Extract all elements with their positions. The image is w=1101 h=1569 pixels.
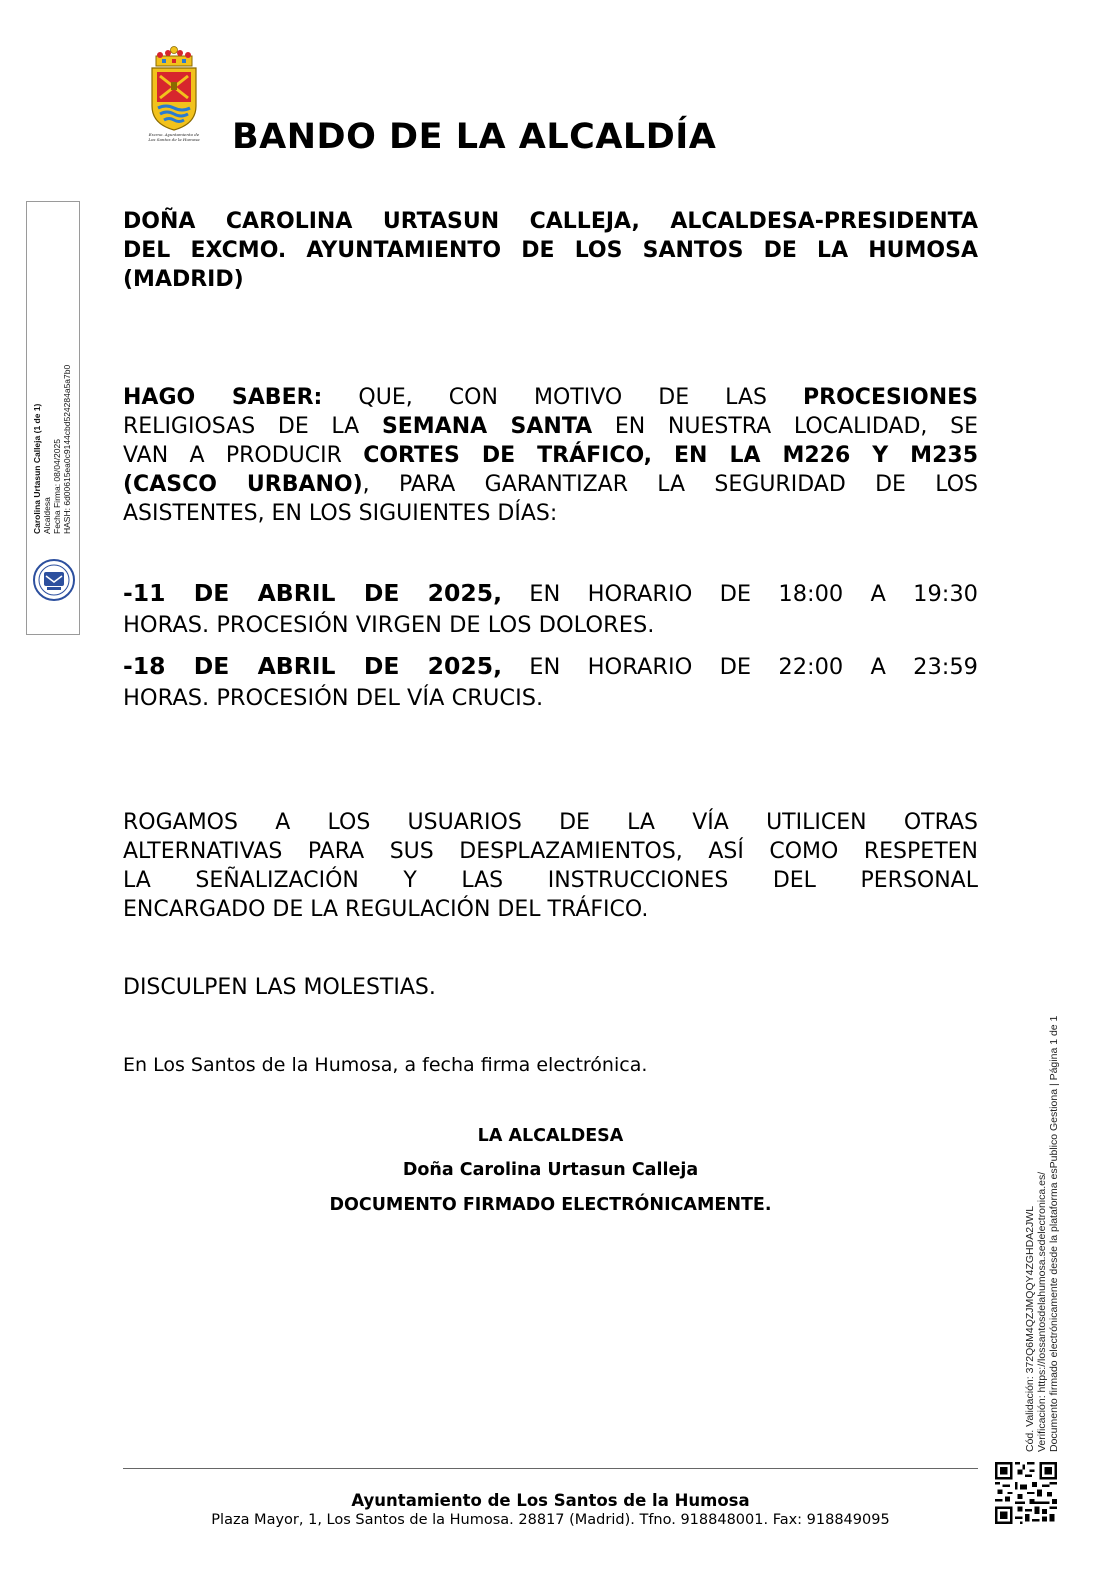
heading-line: DEL EXCMO. AYUNTAMIENTO DE LOS SANTOS DE LA HUMOSA [123, 238, 978, 263]
signature-note: DOCUMENTO FIRMADO ELECTRÓNICAMENTE. [329, 1195, 772, 1215]
date-line [123, 651, 978, 683]
date-label: -11 DE ABRIL DE 2025, [123, 579, 503, 607]
stamp-signer: Carolina Urtasun Calleja (1 de 1) [32, 403, 42, 534]
announcement-line: ASISTENTES, EN LOS SIGUIENTES DÍAS: [123, 501, 558, 526]
footer-divider [123, 1468, 978, 1469]
document-title: BANDO DE LA ALCALDÍA [232, 117, 717, 157]
stamp-hash: HASH: 6d00615ea0c9144cbd524284a5a7b0 [62, 364, 72, 534]
bold-run: CORTES DE TRÁFICO, EN LA M226 Y M235 [363, 443, 978, 468]
announcement-line [123, 383, 978, 412]
announcement-line [123, 412, 978, 441]
date-entry [123, 651, 978, 714]
footer-address: Plaza Mayor, 1, Los Santos de la Humosa. 28817 (Madrid). Tfno. 918848001. Fax: 918849095 [211, 1512, 890, 1528]
signature-role: LA ALCALDESA [477, 1126, 624, 1146]
text-run: , PARA GARANTIZAR LA SEGURIDAD DE LOS [362, 472, 978, 497]
heading-line: DOÑA CAROLINA URTASUN CALLEJA, ALCALDESA-PRESIDENTA [123, 209, 978, 234]
bold-run: PROCESIONES [803, 385, 978, 410]
request-line: ENCARGADO DE LA REGULACIÓN DEL TRÁFICO. [123, 897, 649, 922]
mayor-heading [123, 207, 978, 294]
request-paragraph [123, 808, 978, 924]
verification-url[interactable]: Verificación: https://lossantosdelahumosa.sedelectronica.es/ [1036, 1171, 1048, 1452]
signature-stamp [26, 201, 80, 635]
stamp-date: Fecha Firma: 08/04/2025 [52, 439, 62, 534]
seal-icon [32, 558, 76, 606]
bold-run: (CASCO URBANO) [123, 472, 363, 497]
crest-caption [138, 132, 210, 142]
place-date-text: En Los Santos de la Humosa, a fecha firma electrónica. [123, 1054, 648, 1076]
heading-line: (MADRID) [123, 267, 244, 292]
crest-caption-line: Los Santos de la Humosa [148, 137, 200, 142]
date-line [123, 578, 978, 610]
announcement-line [123, 441, 978, 470]
crest-caption-line: Excmo. Ayuntamiento de [148, 132, 200, 137]
date-entry [123, 578, 978, 641]
announcement-paragraph [123, 383, 978, 528]
footer-town-hall-name: Ayuntamiento de Los Santos de la Humosa [351, 1491, 750, 1510]
municipal-crest-logo [138, 46, 210, 152]
qr-code-icon[interactable] [995, 1462, 1057, 1524]
bold-run: SEMANA SANTA [381, 414, 593, 439]
announcement-line [123, 470, 978, 499]
text-run: VAN A PRODUCIR [123, 443, 364, 468]
stamp-role: Alcaldesa [42, 497, 52, 534]
text-run: EN NUESTRA LOCALIDAD, SE [592, 414, 978, 439]
validation-info [1024, 985, 1064, 1455]
schedule-text: EN HORARIO DE 22:00 A 23:59 [502, 654, 978, 680]
hago-saber-label: HAGO SABER: [123, 385, 323, 410]
text-run: QUE, CON MOTIVO DE LAS [322, 385, 804, 410]
procession-text: HORAS. PROCESIÓN DEL VÍA CRUCIS. [123, 685, 544, 711]
request-line: ROGAMOS A LOS USUARIOS DE LA VÍA UTILICEN OTRAS [123, 810, 978, 835]
apology-text: DISCULPEN LAS MOLESTIAS. [123, 975, 436, 1000]
request-line: LA SEÑALIZACIÓN Y LAS INSTRUCCIONES DEL PERSONAL [123, 868, 978, 893]
text-run: RELIGIOSAS DE LA [123, 414, 382, 439]
platform-note: Documento firmado electrónicamente desde la plataforma esPublico Gestiona | Página 1 de 1 [1048, 1015, 1060, 1452]
schedule-text: EN HORARIO DE 18:00 A 19:30 [502, 581, 978, 607]
signature-name: Doña Carolina Urtasun Calleja [402, 1160, 699, 1180]
date-label: -18 DE ABRIL DE 2025, [123, 652, 503, 680]
validation-code: Cód. Validación: 372Q6M4QZJMQQY4ZGHDA2JWL [1024, 1205, 1036, 1452]
request-line: ALTERNATIVAS PARA SUS DESPLAZAMIENTOS, ASÍ COMO RESPETEN [123, 839, 978, 864]
procession-text: HORAS. PROCESIÓN VIRGEN DE LOS DOLORES. [123, 612, 655, 638]
